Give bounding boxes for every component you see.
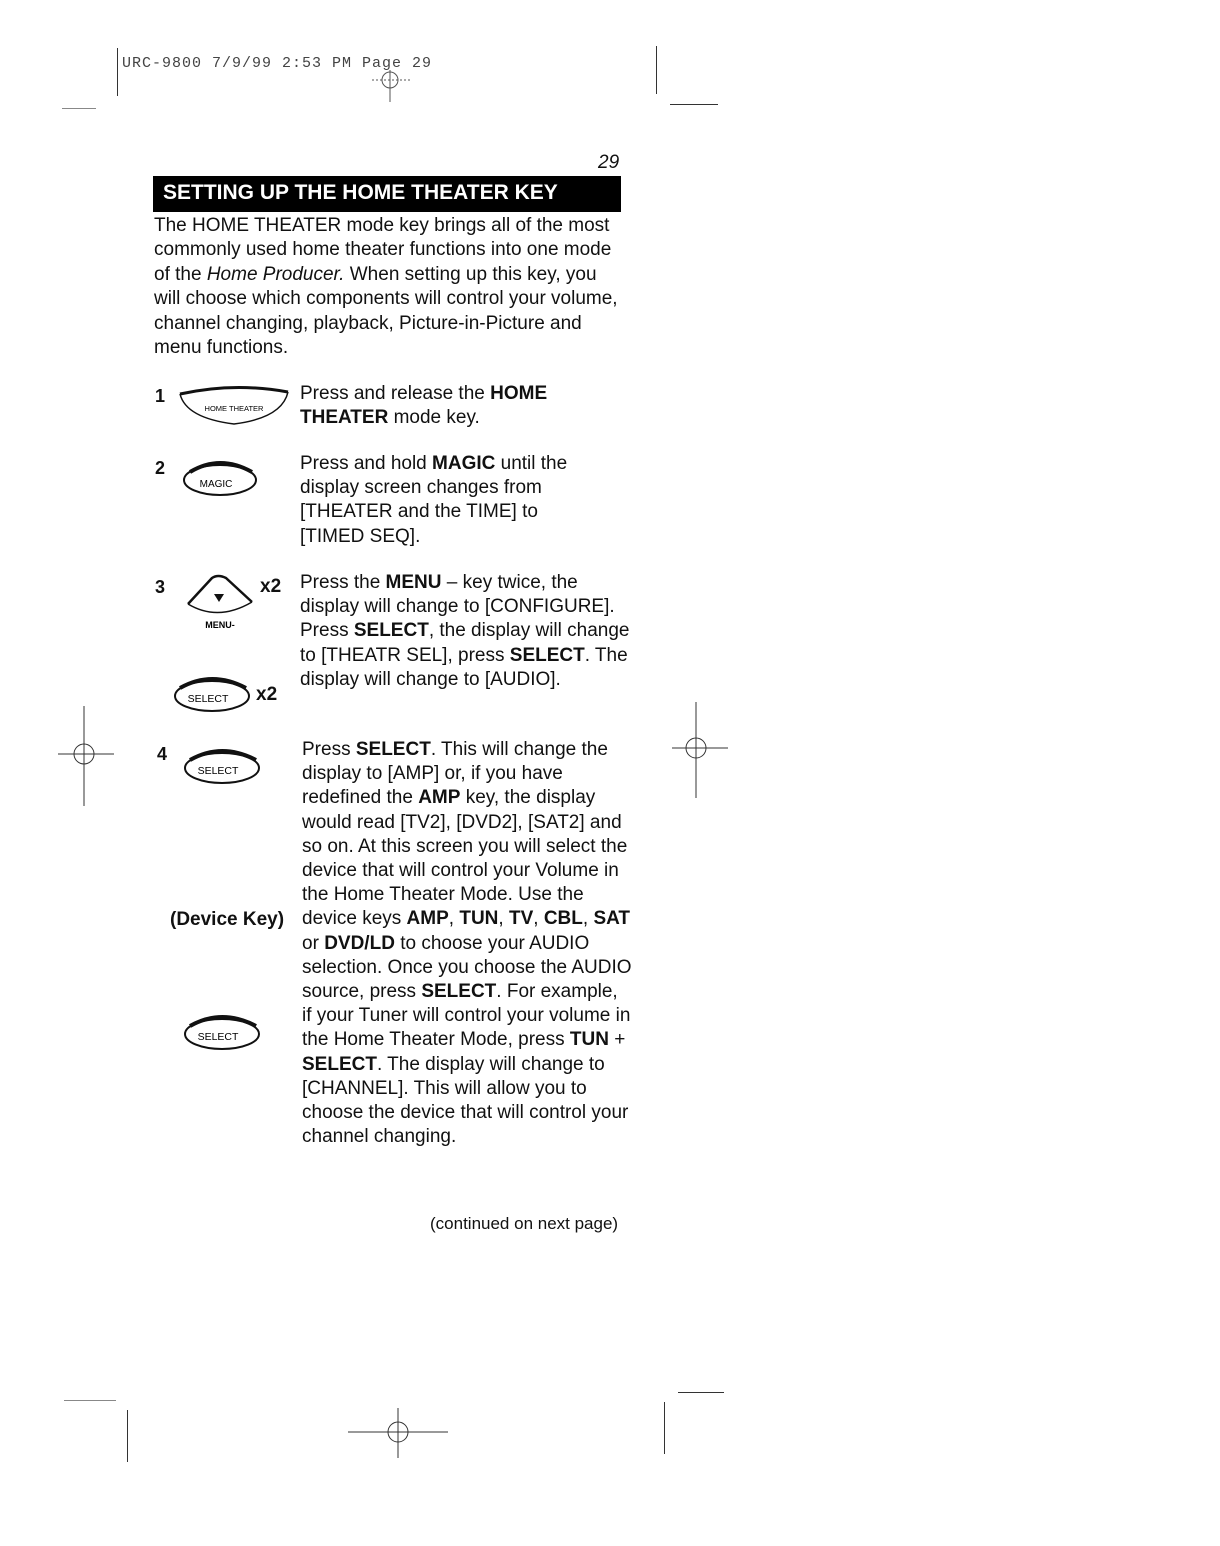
intro-text: The HOME THEATER mode key brings all of the most commonly used home theater functions into one mode of the <box>154 215 612 285</box>
registration-mark-icon <box>670 702 730 798</box>
step-text-bold: SELECT <box>421 981 497 1003</box>
product-name: Home Producer. <box>206 263 345 285</box>
printer-slug: URC-9800 7/9/99 2:53 PM Page 29 <box>122 55 433 72</box>
step-text: to choose your AUDIO selection. Once you choose the AUDIO source, press <box>302 932 632 1003</box>
step-number: 4 <box>157 744 168 764</box>
step-text-bold: SELECT <box>355 739 431 760</box>
select-key-icon <box>170 672 254 716</box>
step-text-bold: CBL <box>543 908 583 930</box>
step-text-bold: TUN <box>459 908 499 930</box>
magic-key-label: MAGIC <box>199 479 233 490</box>
step-text: Press the <box>300 572 386 593</box>
step-text: mode key. <box>388 407 480 429</box>
select-key-label: SELECT <box>187 693 229 705</box>
step-text: . The display will change to [AUDIO]. <box>300 644 628 690</box>
step-1-text <box>300 382 620 430</box>
press-count: x2 <box>260 576 282 597</box>
step-text: , <box>498 908 509 930</box>
crop-mark <box>127 1410 128 1462</box>
home-theater-key-label: HOME THEATER <box>204 404 264 413</box>
step-text: + <box>608 1029 626 1051</box>
crop-mark <box>64 1400 116 1401</box>
step-text-bold: SELECT <box>302 1053 377 1075</box>
step-text: . For example, if your Tuner will control your volume in the Home Theater Mode, press <box>302 981 631 1051</box>
menu-key-icon <box>180 568 258 632</box>
continued-note: (continued on next page) <box>430 1214 619 1233</box>
select-key-icon <box>180 744 264 788</box>
registration-mark-icon <box>348 1408 448 1458</box>
step-number: 1 <box>155 386 166 406</box>
step-text-bold: TV <box>508 908 534 930</box>
step-text: – key twice, the display will change to [CONFIGURE]. Press <box>300 572 615 642</box>
section-banner <box>153 176 621 212</box>
step-text-bold: MENU <box>385 572 442 593</box>
device-key-label: (Device Key) <box>170 909 285 930</box>
step-text: until the display screen changes from [THEATER and the TIME] to [TIMED SEQ]. <box>300 453 568 547</box>
step-text: . This will change the display to [AMP] or, if you have redefined the <box>302 739 608 809</box>
page-number: 29 <box>598 152 620 173</box>
menu-key-label: MENU- <box>205 620 235 630</box>
step-2-text <box>300 452 600 549</box>
step-text-bold: DVD/LD <box>324 932 395 954</box>
step-number: 3 <box>155 577 166 597</box>
magic-key-icon <box>180 456 260 498</box>
step-text: key, the display would read [TV2], [DVD2], [SAT2] and so on. At this screen you will select the device that will control your Volume in the Home Theater Mode. Use the device keys <box>302 787 628 930</box>
step-text: , the display will change to [THEATR SEL], press <box>300 620 630 666</box>
step-text-bold: AMP <box>418 787 461 809</box>
step-text: Press and release the <box>300 383 491 404</box>
step-text-bold: TUN <box>569 1029 609 1051</box>
press-count: x2 <box>256 684 278 705</box>
step-text-bold: SELECT <box>509 644 585 666</box>
step-text-bold: SELECT <box>353 620 429 642</box>
registration-mark-icon <box>366 70 414 104</box>
home-theater-key-icon <box>176 384 292 432</box>
step-number: 2 <box>155 458 166 478</box>
step-text: , <box>448 908 460 930</box>
crop-mark <box>670 104 718 105</box>
select-key-label: SELECT <box>197 1031 239 1043</box>
section-title: SETTING UP THE HOME THEATER KEY <box>163 181 558 204</box>
step-text: , <box>533 908 544 930</box>
step-text-bold: HOME THEATER <box>300 383 548 429</box>
intro-text: When setting up this key, you will choose which components will control your volume, channel changing, playback, Picture-in-Picture and menu functions. <box>154 263 618 359</box>
crop-mark <box>656 46 657 94</box>
step-text: Press <box>302 739 356 760</box>
step-text: . The display will change to [CHANNEL]. This will allow you to choose the device that will control your channel changing. <box>302 1053 629 1148</box>
intro-paragraph <box>154 214 624 360</box>
step-text-bold: SAT <box>593 908 631 930</box>
select-key-icon <box>180 1010 264 1054</box>
step-text: Press and hold <box>300 453 433 474</box>
crop-mark <box>678 1392 724 1393</box>
registration-mark-icon <box>58 706 118 806</box>
step-text: or <box>302 932 325 954</box>
step-text: , <box>582 908 594 930</box>
crop-mark <box>62 108 96 109</box>
step-text-bold: MAGIC <box>432 453 496 474</box>
crop-mark <box>664 1402 665 1454</box>
step-4-text <box>302 738 632 1149</box>
crop-mark <box>117 48 118 96</box>
select-key-label: SELECT <box>197 765 239 777</box>
step-3-text <box>300 571 630 692</box>
step-text-bold: AMP <box>406 908 449 930</box>
